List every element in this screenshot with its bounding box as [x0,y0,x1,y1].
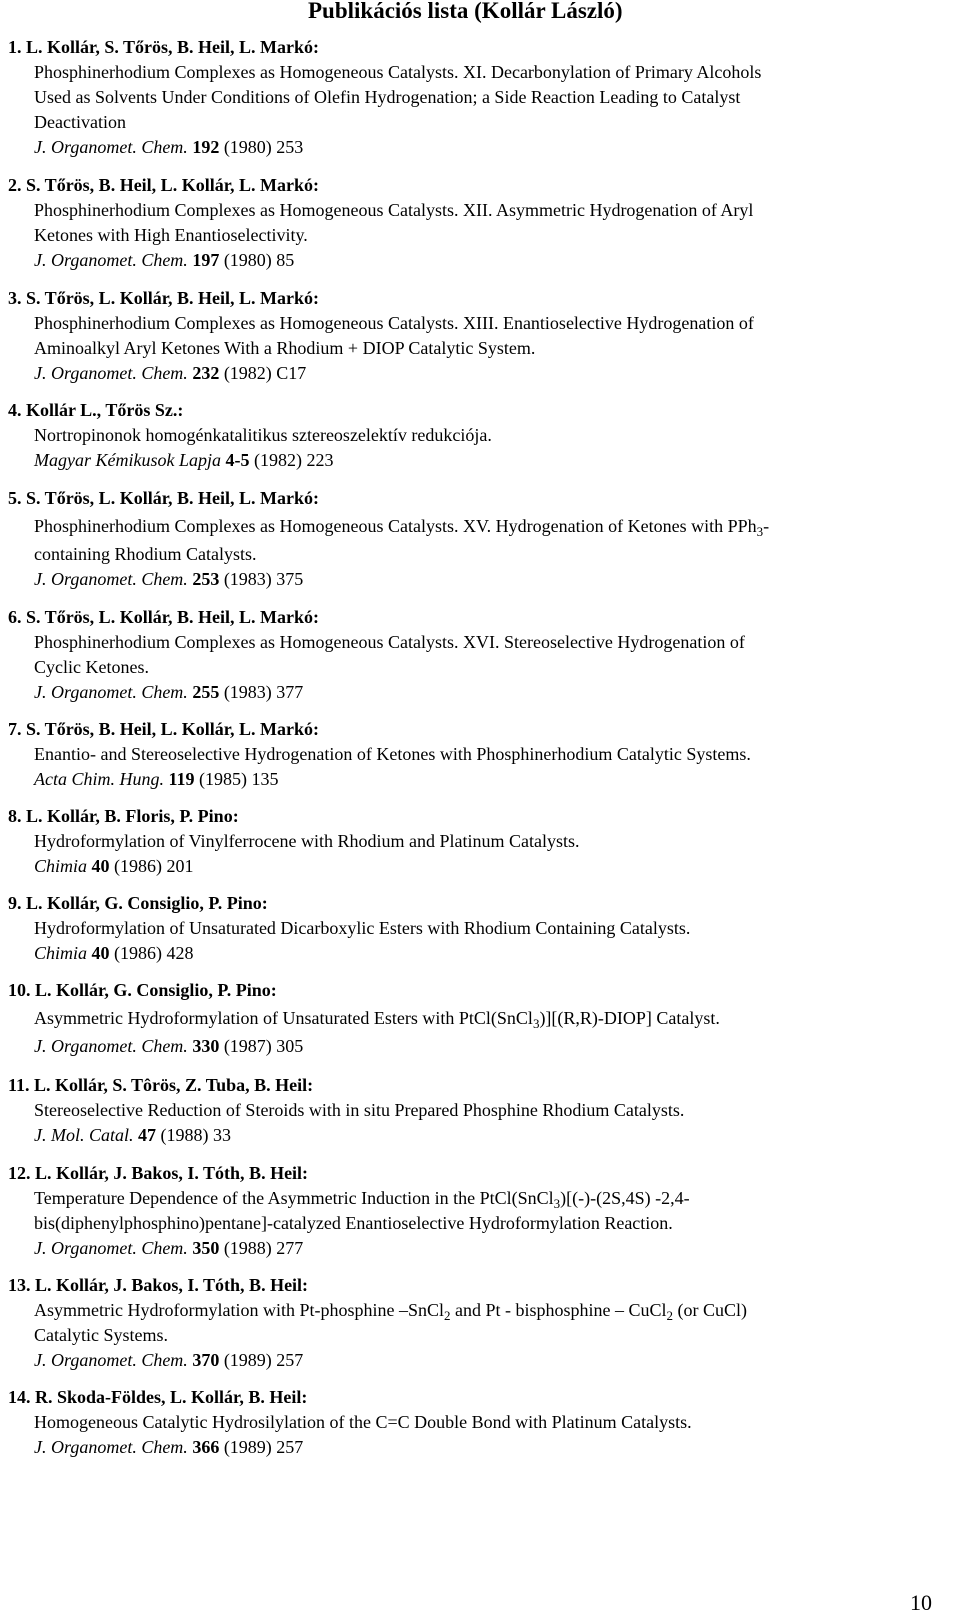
entry-citation [34,1123,940,1148]
entry-citation [34,567,940,592]
entry-authors: L. Kollár, S. Tôrös, Z. Tuba, B. Heil: [34,1075,314,1095]
publication-entry [0,1161,940,1261]
entry-authors: L. Kollár, J. Bakos, I. Tóth, B. Heil: [35,1275,309,1295]
entry-title-line: Asymmetric Hydroformylation of Unsaturated Esters with PtCl(SnCl$_3$)][(R,R)-DIOP] Catalyst. [34,1008,720,1031]
entry-authors: Kollár L., Tőrös Sz.: [26,400,184,420]
subscript: 3 [756,524,764,539]
entry-number: 7. [8,719,22,739]
entry-authors: S. Tőrös, L. Kollár, B. Heil, L. Markó: [26,288,320,308]
year-pages: (1986) 201 [114,856,194,876]
entry-title-line: containing Rhodium Catalysts. [34,544,257,564]
entry-citation [34,248,940,273]
year-pages: (1989) 257 [223,1437,304,1457]
publication-entry [0,605,940,705]
entry-title-line: Cyclic Ketones. [34,657,149,677]
entry-title-line: Enantio- and Stereoselective Hydrogenation of Ketones with Phosphinerhodium Catalytic Systems. [34,744,751,764]
year-pages: (1986) 428 [114,943,194,963]
entry-title-line: Nortropinonok homogénkatalitikus sztereoszelektív redukciója. [34,425,492,445]
journal-name: J. Organomet. Chem. [34,250,188,270]
entry-citation [34,1435,940,1460]
entry-number: 1. [8,37,22,57]
publication-entry [0,398,940,473]
entry-number: 5. [8,488,22,508]
journal-name: J. Organomet. Chem. [34,1350,188,1370]
entry-citation [34,448,940,473]
entry-authors: S. Tőrös, B. Heil, L. Kollár, L. Markó: [26,719,320,739]
volume: 119 [168,769,195,789]
volume: 350 [192,1238,220,1258]
entry-title-line: Deactivation [34,112,126,132]
entry-authors: L. Kollár, G. Consiglio, P. Pino: [35,980,277,1000]
journal-name: Chimia [34,856,88,876]
publication-entry [0,891,940,966]
journal-name: J. Organomet. Chem. [34,1238,188,1258]
entry-title-line: Temperature Dependence of the Asymmetric Induction in the PtCl(SnCl$_3$)[(-)-(2S,4S) -2,4- [34,1188,690,1211]
entry-citation [34,135,940,160]
year-pages: (1985) 135 [199,769,279,789]
entry-citation [34,680,940,705]
volume: 47 [138,1125,156,1145]
entry-number: 11. [8,1075,30,1095]
entry-title-line: Catalytic Systems. [34,1325,168,1345]
publication-entry [0,35,940,160]
entry-number: 2. [8,175,22,195]
volume: 192 [192,137,220,157]
journal-name: J. Organomet. Chem. [34,569,188,589]
publication-entry [0,1073,940,1148]
volume: 253 [192,569,220,589]
entry-authors: S. Tőrös, L. Kollár, B. Heil, L. Markó: [26,488,320,508]
entry-number: 4. [8,400,22,420]
year-pages: (1980) 85 [223,250,295,270]
page-title: Publikációs lista (Kollár László) [308,0,623,23]
publication-entry [0,717,940,792]
journal-name: Magyar Kémikusok Lapja [34,450,221,470]
entry-title-line: Homogeneous Catalytic Hydrosilylation of the C=C Double Bond with Platinum Catalysts. [34,1412,692,1432]
entry-title-line: Stereoselective Reduction of Steroids with in situ Prepared Phosphine Rhodium Catalysts. [34,1100,685,1120]
entry-number: 14. [8,1387,31,1407]
entry-title-line: Phosphinerhodium Complexes as Homogeneous Catalysts. XV. Hydrogenation of Ketones with PPh$_3$- [34,516,770,539]
entry-number: 13. [8,1275,31,1295]
entry-citation [34,1236,940,1261]
entry-authors: S. Tőrös, L. Kollár, B. Heil, L. Markó: [26,607,320,627]
volume: 197 [192,250,220,270]
subscript: 2 [666,1308,673,1323]
volume: 4-5 [225,450,250,470]
entry-citation [34,1348,940,1373]
entry-title-line: Hydroformylation of Unsaturated Dicarboxylic Esters with Rhodium Containing Catalysts. [34,918,691,938]
entry-title-line: Phosphinerhodium Complexes as Homogeneous Catalysts. XI. Decarbonylation of Primary Alcohols [34,62,762,82]
year-pages: (1989) 257 [223,1350,304,1370]
entry-citation [34,941,940,966]
page-number: 10 [910,1590,932,1615]
entry-title-line: Phosphinerhodium Complexes as Homogeneous Catalysts. XVI. Stereoselective Hydrogenation of [34,632,745,652]
entry-number: 10. [8,980,31,1000]
entry-number: 9. [8,893,22,913]
journal-name: J. Organomet. Chem. [34,1036,188,1056]
volume: 255 [192,682,220,702]
subscript: 3 [532,1016,540,1031]
journal-name: J. Organomet. Chem. [34,1437,188,1457]
publication-entry [0,978,940,1059]
journal-name: J. Organomet. Chem. [34,137,188,157]
entry-title-line: Asymmetric Hydroformylation with Pt-phosphine –SnCl$_2$ and Pt - bisphosphine – CuCl$_2$ (or CuCl) [34,1300,747,1323]
entry-title-line: Hydroformylation of Vinylferrocene with Rhodium and Platinum Catalysts. [34,831,580,851]
journal-name: Acta Chim. Hung. [34,769,164,789]
entry-authors: R. Skoda-Földes, L. Kollár, B. Heil: [35,1387,308,1407]
publication-entry [0,804,940,879]
entry-title-line: Phosphinerhodium Complexes as Homogeneous Catalysts. XII. Asymmetric Hydrogenation of Aryl [34,200,754,220]
entry-number: 8. [8,806,22,826]
entry-authors: L. Kollár, G. Consiglio, P. Pino: [26,893,268,913]
journal-name: Chimia [34,943,88,963]
entry-authors: L. Kollár, J. Bakos, I. Tóth, B. Heil: [35,1163,309,1183]
year-pages: (1988) 33 [160,1125,231,1145]
volume: 366 [192,1437,220,1457]
publication-entry [0,1273,940,1373]
year-pages: (1982) C17 [223,363,307,383]
subscript: 2 [443,1308,451,1323]
entry-title-line: bis(diphenylphosphino)pentane]-catalyzed Enantioselective Hydroformylation Reaction. [34,1213,673,1233]
year-pages: (1983) 377 [223,682,304,702]
entry-title-line: Aminoalkyl Aryl Ketones With a Rhodium + DIOP Catalytic System. [34,338,536,358]
volume: 370 [192,1350,220,1370]
volume: 40 [91,856,110,876]
entry-authors: L. Kollár, S. Tőrös, B. Heil, L. Markó: [26,37,320,57]
year-pages: (1983) 375 [223,569,304,589]
entry-citation [34,854,940,879]
entry-title-line: Used as Solvents Under Conditions of Olefin Hydrogenation; a Side Reaction Leading to Catalyst [34,87,741,107]
subscript: 3 [553,1196,561,1211]
entry-number: 3. [8,288,22,308]
year-pages: (1988) 277 [223,1238,304,1258]
entry-citation [34,361,940,386]
entry-number: 6. [8,607,22,627]
entry-number: 12. [8,1163,31,1183]
entry-citation [34,1034,940,1059]
year-pages: (1980) 253 [223,137,304,157]
year-pages: (1982) 223 [253,450,334,470]
entry-authors: L. Kollár, B. Floris, P. Pino: [26,806,239,826]
journal-name: J. Organomet. Chem. [34,363,188,383]
journal-name: J. Organomet. Chem. [34,682,188,702]
entry-citation [34,767,940,792]
volume: 330 [192,1036,220,1056]
publication-entry [0,173,940,273]
entry-title-line: Ketones with High Enantioselectivity. [34,225,308,245]
year-pages: (1987) 305 [223,1036,304,1056]
publication-entry [0,1385,940,1460]
entry-authors: S. Tőrös, B. Heil, L. Kollár, L. Markó: [26,175,320,195]
volume: 40 [91,943,110,963]
entry-title-line: Phosphinerhodium Complexes as Homogeneous Catalysts. XIII. Enantioselective Hydrogenation of [34,313,754,333]
publication-entry [0,486,940,592]
volume: 232 [192,363,220,383]
journal-name: J. Mol. Catal. [34,1125,134,1145]
publication-entry [0,286,940,386]
